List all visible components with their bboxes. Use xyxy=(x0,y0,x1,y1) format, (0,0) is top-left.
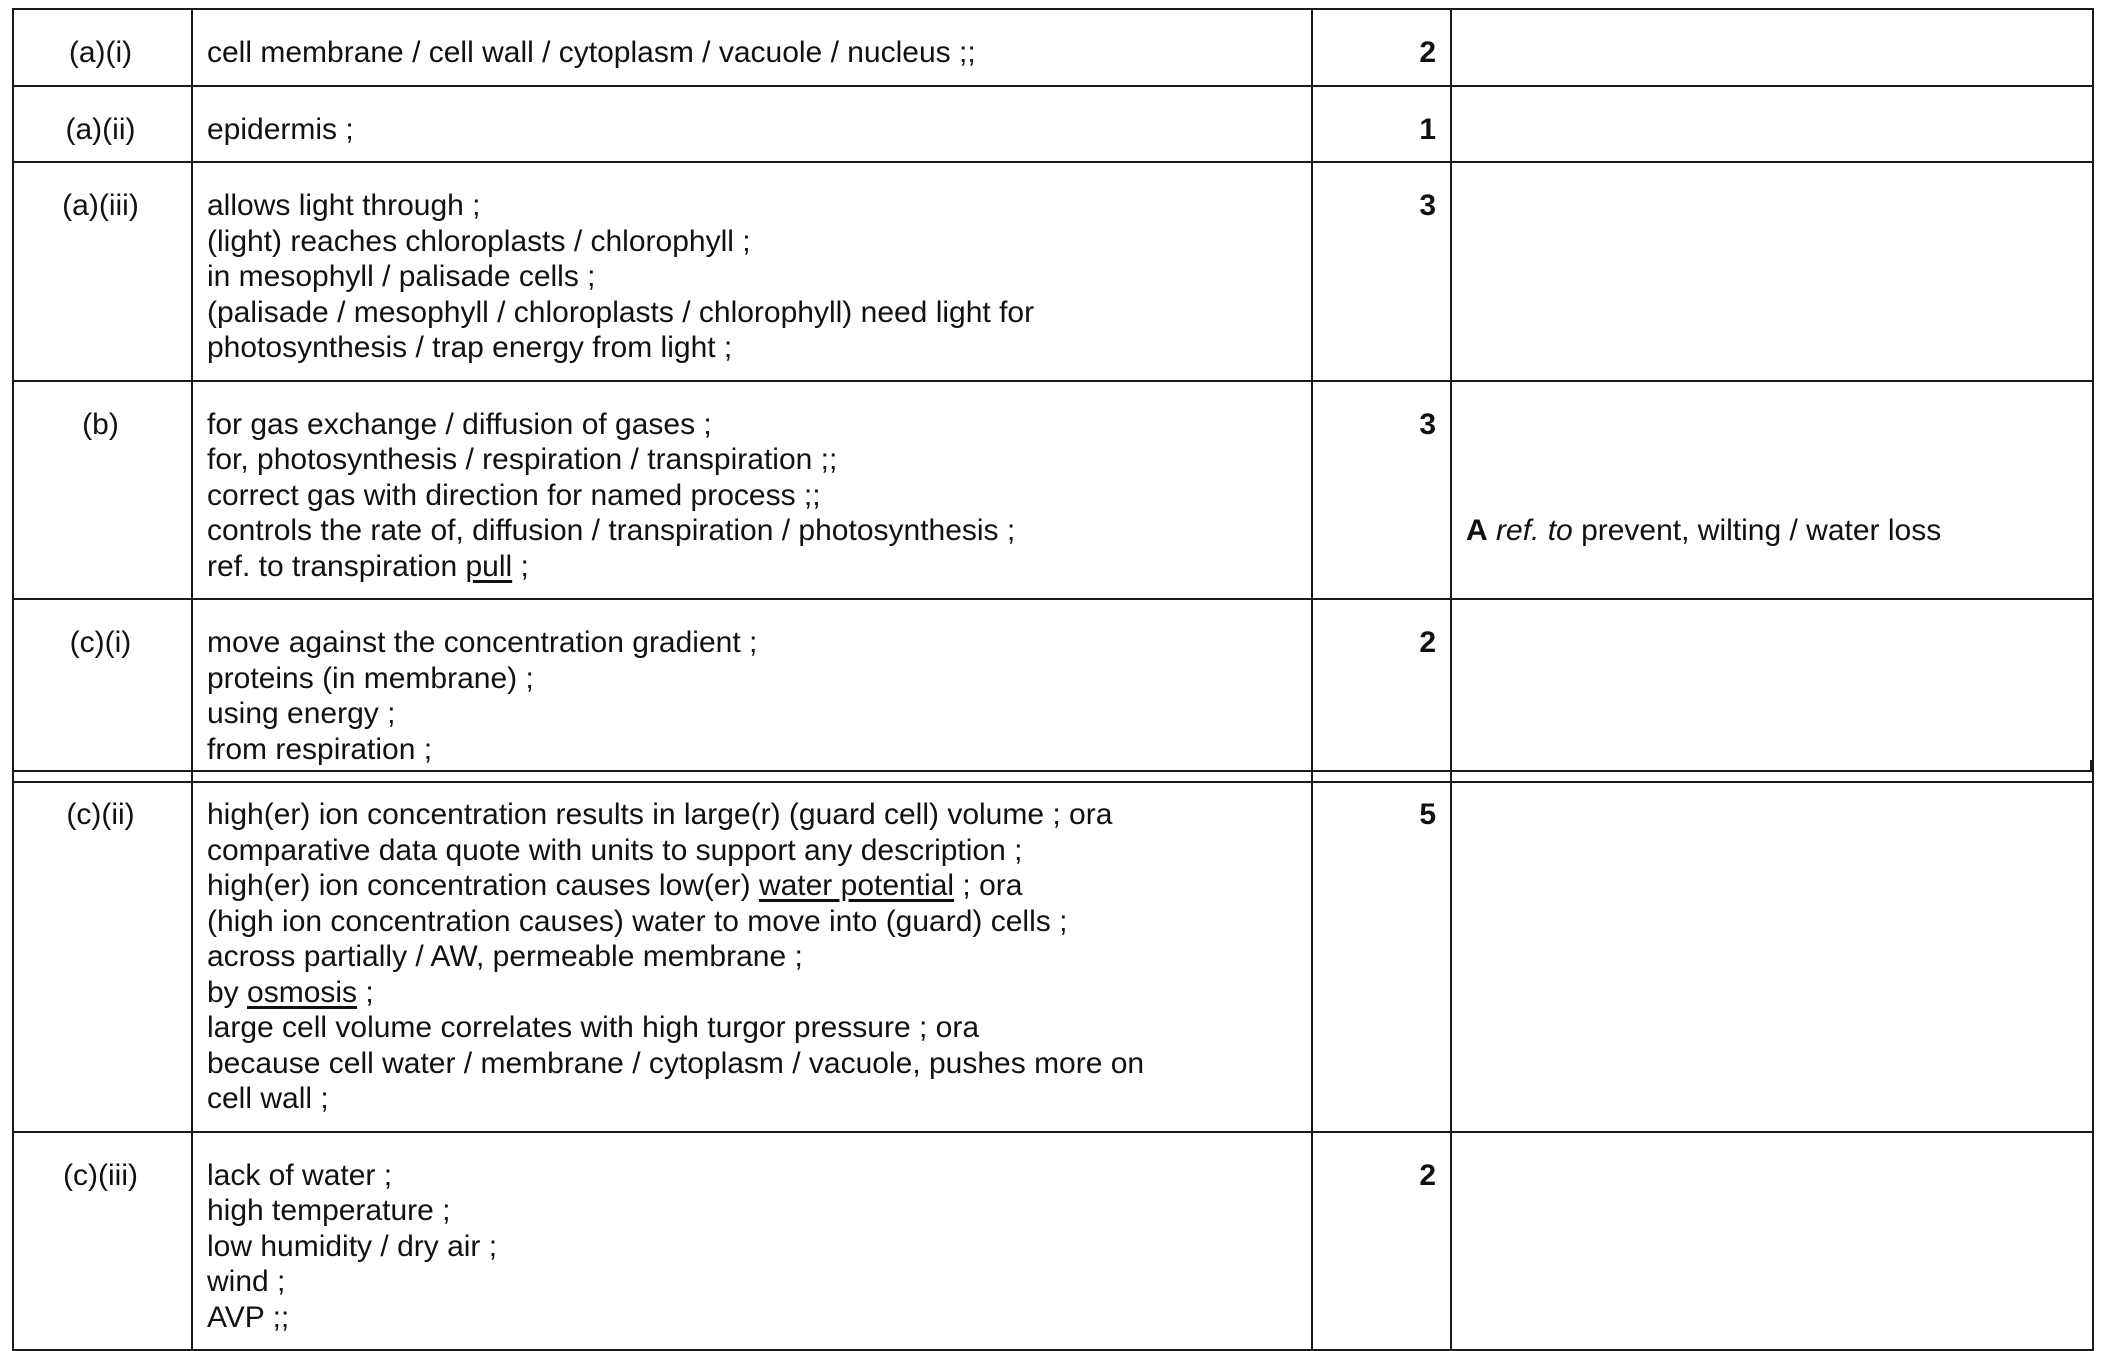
guidance-cell xyxy=(1451,1132,2093,1351)
table-row xyxy=(13,771,2093,1132)
guidance-spacer xyxy=(1466,442,2082,478)
column-rule xyxy=(12,760,14,770)
table-row xyxy=(13,86,2093,163)
guidance-spacer xyxy=(1466,478,2082,514)
guidance-cell xyxy=(1451,599,2093,782)
guidance-cell xyxy=(1451,86,2093,163)
guidance-line xyxy=(1466,513,2082,549)
answer-line: in mesophyll / palisade cells ; xyxy=(207,260,596,293)
marks-cell: 2 xyxy=(1312,9,1451,86)
table-row xyxy=(13,9,2093,86)
marks-cell: 2 xyxy=(1312,599,1451,782)
mark-scheme-table-top xyxy=(12,8,2094,783)
answer-line xyxy=(207,975,1301,1011)
table-row xyxy=(13,381,2093,600)
answer-cell xyxy=(192,599,1312,782)
answer-cell xyxy=(192,771,1312,1132)
answer-line: (palisade / mesophyll / chloroplasts / chlorophyll) need light for xyxy=(207,295,1035,329)
marks-cell: 2 xyxy=(1312,1132,1451,1351)
question-number: (a)(iii) xyxy=(13,162,192,381)
question-number: (a)(ii) xyxy=(13,86,192,163)
answer-cell xyxy=(192,381,1312,600)
marks-cell: 3 xyxy=(1312,381,1451,600)
marks-cell: 1 xyxy=(1312,86,1451,163)
question-number: (b) xyxy=(13,381,192,600)
guidance-cell xyxy=(1451,381,2093,600)
answer-line: proteins (in membrane) ; xyxy=(207,661,534,695)
guidance-cell xyxy=(1451,771,2093,1132)
answer-line: cell membrane / cell wall / cytoplasm / vacuole / nucleus ;; xyxy=(207,36,976,69)
table-row xyxy=(13,162,2093,381)
answer-line: wind ; xyxy=(207,1265,286,1298)
answer-cell xyxy=(192,1132,1312,1351)
answer-line: controls the rate of, diffusion / transpiration / photosynthesis ; xyxy=(207,514,1016,547)
answer-line: for gas exchange / diffusion of gases ; xyxy=(207,407,712,441)
answer-line: epidermis ; xyxy=(207,112,354,146)
table-row xyxy=(13,599,2093,782)
answer-line: using energy ; xyxy=(207,697,396,730)
answer-cell xyxy=(192,9,1312,86)
mark-scheme-table-bottom xyxy=(12,770,2094,1351)
underlined-keyword: osmosis xyxy=(247,975,358,1009)
guidance-cell xyxy=(1451,9,2093,86)
column-rule xyxy=(1450,760,1452,770)
answer-line: correct gas with direction for named process ;; xyxy=(207,478,821,512)
answer-line: for, photosynthesis / respiration / transpiration ;; xyxy=(207,443,838,476)
answer-line: low humidity / dry air ; xyxy=(207,1229,498,1263)
question-number: (a)(i) xyxy=(13,9,192,86)
answer-line: comparative data quote with units to support any description ; xyxy=(207,833,1023,867)
underlined-keyword: water potential xyxy=(758,869,955,902)
answer-line xyxy=(207,549,1301,585)
answer-cell xyxy=(192,86,1312,163)
marks-cell: 5 xyxy=(1312,771,1451,1132)
answer-text: ref. to transpiration xyxy=(207,549,466,583)
answer-text: high(er) ion concentration causes low(er) xyxy=(207,869,759,902)
answer-line: high temperature ; xyxy=(207,1194,451,1227)
underlined-keyword: pull xyxy=(465,549,513,583)
column-rule xyxy=(191,760,193,770)
page-break-divider xyxy=(12,760,2092,770)
answer-line: move against the concentration gradient ; xyxy=(207,626,758,659)
answer-line: high(er) ion concentration results in large(r) (guard cell) volume ; ora xyxy=(207,798,1113,831)
answer-line: cell wall ; xyxy=(207,1082,329,1115)
answer-line: AVP ;; xyxy=(207,1300,290,1334)
column-rule xyxy=(1311,760,1313,770)
answer-line: across partially / AW, permeable membrane ; xyxy=(207,940,803,973)
answer-line: from respiration ; xyxy=(207,732,433,766)
table-row xyxy=(13,1132,2093,1351)
question-number: (c)(iii) xyxy=(13,1132,192,1351)
guidance-text: prevent, wilting / water loss xyxy=(1581,514,1942,547)
column-rule xyxy=(2090,760,2092,770)
guidance-accept-marker: A xyxy=(1466,514,1488,547)
marks-cell: 3 xyxy=(1312,162,1451,381)
answer-line xyxy=(207,868,1301,904)
answer-text: by xyxy=(207,975,248,1009)
answer-line: large cell volume correlates with high turgor pressure ; ora xyxy=(207,1011,980,1044)
question-number: (c)(ii) xyxy=(13,771,192,1132)
answer-text: ; xyxy=(512,549,529,583)
answer-line: allows light through ; xyxy=(207,189,481,222)
question-number: (c)(i) xyxy=(13,599,192,782)
answer-line: because cell water / membrane / cytoplasm / vacuole, pushes more on xyxy=(207,1046,1145,1080)
guidance-spacer xyxy=(1466,407,2082,443)
guidance-italic-text: ref. to xyxy=(1496,514,1573,547)
answer-line: (light) reaches chloroplasts / chlorophyll ; xyxy=(207,224,751,258)
guidance-cell xyxy=(1451,162,2093,381)
answer-text: ; ora xyxy=(954,869,1023,902)
answer-line: (high ion concentration causes) water to move into (guard) cells ; xyxy=(207,904,1068,938)
answer-cell xyxy=(192,162,1312,381)
answer-text: ; xyxy=(357,975,374,1009)
answer-line: photosynthesis / trap energy from light ; xyxy=(207,331,733,364)
answer-line: lack of water ; xyxy=(207,1158,393,1192)
